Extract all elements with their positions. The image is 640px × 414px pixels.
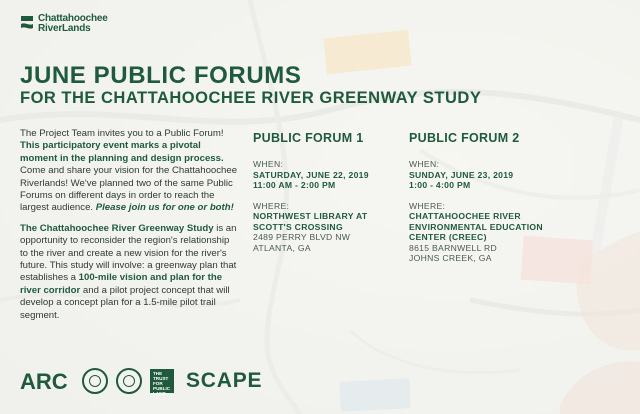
forum-2-venue-line3: CENTER (CREEC) — [409, 232, 487, 242]
forum-2-date: SUNDAY, JUNE 23, 2019 — [409, 169, 514, 180]
forum-2-venue-line1: CHATTAHOOCHEE RIVER — [409, 211, 521, 221]
forum-1-date: SATURDAY, JUNE 22, 2019 — [253, 169, 369, 180]
scape-logo: SCAPE — [186, 369, 263, 392]
intro-text — [20, 128, 238, 330]
tpl-text-3: FOR — [153, 381, 163, 386]
intro-p1-text-a: The Project Team invites you to a Public Forum! — [20, 128, 224, 139]
intro-p1-bold: This participatory event marks a pivotal moment in the planning and design process. — [20, 140, 224, 164]
intro-p2-bold-b: 100-mile vision and plan for the river corridor — [20, 272, 223, 296]
forum-1-venue-line2: SCOTT'S CROSSING — [253, 221, 343, 232]
forum-2-block — [409, 131, 579, 264]
intro-p1-callout: Please join us for one or both! — [95, 202, 234, 214]
forum-2-address-line2: JOHNS CREEK, GA — [409, 253, 492, 263]
city-seal-logo-2 — [116, 368, 142, 394]
intro-p1-text-b: Come and share your vision for the Chattahoochee Riverlands! We've planned two of the same Public Forums on different days in order to reach the largest audience. — [20, 165, 238, 214]
forum-2-address-line1: 8615 BARNWELL RD — [409, 242, 498, 253]
forum-1-address-line1: 2489 PERRY BLVD NW — [253, 232, 351, 242]
logo-text-line1: Chattahoochee — [38, 13, 108, 24]
forum-1-venue-line1: NORTHWEST LIBRARY AT — [253, 211, 368, 221]
page-subtitle: FOR THE CHATTAHOOCHEE RIVER GREENWAY STUDY — [20, 89, 482, 107]
partner-logos — [20, 368, 262, 394]
forum-1-where-label: WHERE: — [253, 200, 290, 211]
forum-1-title: PUBLIC FORUM 1 — [253, 131, 364, 145]
tpl-text-5: LAND — [153, 391, 166, 396]
page-title: JUNE PUBLIC FORUMS — [20, 62, 302, 89]
forum-2-title: PUBLIC FORUM 2 — [409, 131, 520, 145]
arc-logo — [20, 368, 74, 394]
forum-2-where-label: WHERE: — [409, 200, 446, 211]
forum-2-venue-line2: ENVIRONMENTAL EDUCATION — [409, 221, 543, 232]
tpl-text-4: PUBLIC — [153, 386, 171, 391]
chattahoochee-riverlands-logo — [20, 14, 108, 34]
logo-text-line2: RiverLands — [38, 23, 91, 34]
arc-logo-text: ARC — [20, 369, 68, 394]
tpl-text-2: TRUST — [153, 376, 169, 381]
intro-paragraph-2 — [20, 223, 238, 322]
intro-p2-text-b: and a pilot project concept that will develop a concept plan for a 1.5-mile pilot trail segment. — [20, 284, 230, 321]
forum-2-when-label: WHEN: — [409, 159, 440, 169]
intro-p2-text-a: is an opportunity to reconsider the region's relationship to the river and create a new vision for the river's future. This study will involve: a greenway plan that establishes a — [20, 222, 237, 284]
forum-1-when-label: WHEN: — [253, 159, 284, 169]
trust-for-public-land-logo — [150, 369, 174, 396]
forum-1-block — [253, 131, 423, 253]
forum-2-time: 1:00 - 4:00 PM — [409, 180, 471, 190]
intro-p2-bold-a: The Chattahoochee River Greenway Study — [20, 222, 214, 234]
forum-1-address-line2: ATLANTA, GA — [253, 242, 311, 253]
city-seal-logo-1 — [82, 368, 108, 394]
intro-paragraph-1 — [20, 128, 238, 215]
forum-1-time: 11:00 AM - 2:00 PM — [253, 180, 336, 190]
riverlands-logo-icon — [20, 14, 34, 34]
tpl-text-1: THE — [153, 371, 163, 376]
